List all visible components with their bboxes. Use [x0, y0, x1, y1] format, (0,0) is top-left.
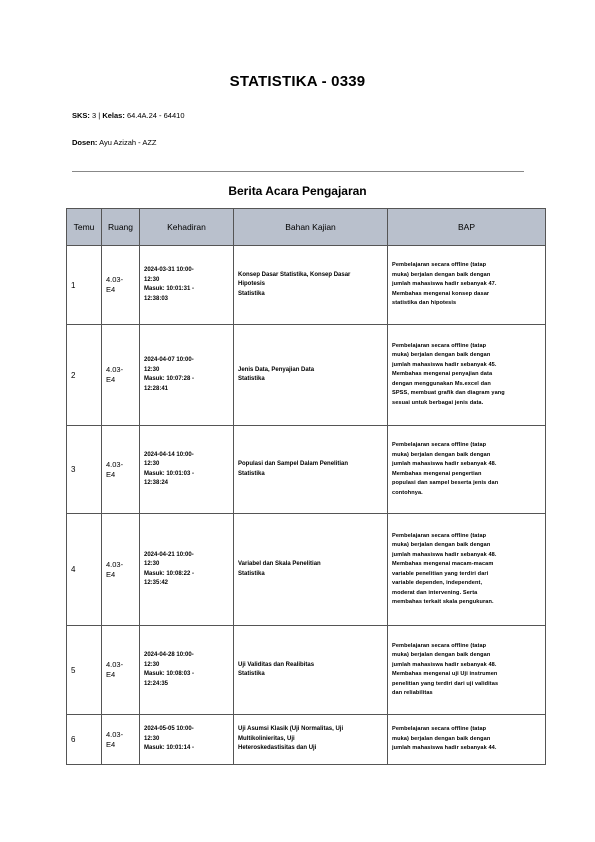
- cell-kehadiran-line: 2024-05-05 10:00-: [144, 726, 194, 733]
- cell-bahan-kajian-line: Multikolinieritas, Uji: [238, 735, 295, 742]
- cell-kehadiran: [140, 426, 234, 514]
- cell-kehadiran-line: Masuk: 10:01:14 -: [144, 745, 195, 752]
- cell-bahan-kajian-line: Uji Asumsi Klasik (Uji Normalitas, Uji: [238, 726, 344, 733]
- table-body: [67, 246, 546, 765]
- cell-bap: [388, 514, 546, 626]
- cell-kehadiran-line: 12:35:42: [144, 580, 169, 586]
- cell-bahan-kajian-line: Statistika: [238, 570, 265, 577]
- col-header-bahan-kajian: Bahan Kajian: [234, 209, 388, 246]
- cell-temu: 3: [67, 426, 102, 514]
- cell-bahan-kajian: [234, 426, 388, 514]
- cell-kehadiran-line: 12:28:41: [144, 385, 169, 392]
- page-title: STATISTIKA - 0339: [229, 73, 366, 90]
- cell-bap: [388, 325, 546, 426]
- cell-ruang-line: E4: [106, 739, 116, 749]
- cell-bahan-kajian-line: Statistika: [238, 376, 265, 382]
- cell-bap-line: Pembelajaran secara offline (tatap: [392, 726, 487, 733]
- cell-ruang-line: E4: [106, 469, 116, 479]
- cell-kehadiran-line: 2024-04-07 10:00-: [144, 357, 194, 363]
- cell-bahan-kajian-line: Heteroskedastisitas dan Uji: [238, 745, 317, 752]
- table-row: [67, 715, 546, 765]
- cell-bahan-kajian-line: Statistika: [238, 290, 265, 297]
- cell-bap-line: jumlah mahasiswa hadir sebanyak 48.: [392, 661, 497, 668]
- cell-kehadiran-line: 2024-03-31 10:00-: [144, 267, 194, 273]
- cell-kehadiran: [140, 626, 234, 715]
- cell-bahan-kajian: [234, 626, 388, 715]
- table-row: [67, 325, 546, 426]
- section-title: Berita Acara Pengajaran: [228, 184, 367, 198]
- table-row: [67, 514, 546, 626]
- cell-kehadiran-line: Masuk: 10:08:03 -: [144, 671, 195, 677]
- cell-kehadiran-line: Masuk: 10:01:31 -: [144, 286, 195, 292]
- cell-bap-line: sesuai untuk berbagai jenis data.: [392, 399, 484, 406]
- cell-kehadiran-line: 12:30: [144, 735, 160, 742]
- cell-kehadiran-line: 12:38:03: [144, 295, 169, 302]
- cell-bap: [388, 715, 546, 765]
- cell-bahan-kajian-line: Hipotesis: [238, 281, 266, 288]
- cell-bahan-kajian-line: Statistika: [238, 671, 265, 677]
- cell-ruang: [102, 426, 140, 514]
- cell-bap-line: variable dependen, independent,: [392, 580, 483, 586]
- dosen-line: [72, 138, 156, 147]
- cell-ruang-line: 4.03-: [106, 459, 124, 469]
- cell-bap-line: Pembelajaran secara offline (tatap: [392, 642, 487, 649]
- cell-bahan-kajian-line: Populasi dan Sampel Dalam Penelitian: [238, 461, 349, 467]
- cell-ruang: [102, 246, 140, 325]
- cell-bap: [388, 426, 546, 514]
- cell-bap-line: populasi dan sampel beserta jenis dan: [392, 480, 499, 486]
- cell-bahan-kajian-line: Variabel dan Skala Penelitian: [238, 561, 321, 567]
- cell-ruang-line: 4.03-: [106, 559, 124, 569]
- cell-bap-line: muka) berjalan dengan baik dengan: [392, 542, 491, 548]
- cell-bap-line: Membahas mengenai pengertian: [392, 470, 482, 477]
- cell-bap-line: jumlah mahasiswa hadir sebanyak 45.: [392, 361, 497, 368]
- cell-kehadiran-line: 12:30: [144, 276, 160, 283]
- cell-kehadiran-line: 12:38:24: [144, 480, 169, 486]
- cell-bahan-kajian: [234, 715, 388, 765]
- cell-kehadiran: [140, 246, 234, 325]
- cell-ruang-line: 4.03-: [106, 275, 124, 284]
- cell-kehadiran-line: 12:30: [144, 461, 160, 467]
- cell-bap-line: muka) berjalan dengan baik dengan: [392, 451, 491, 458]
- cell-ruang: [102, 626, 140, 715]
- cell-ruang: [102, 715, 140, 765]
- cell-bahan-kajian: [234, 246, 388, 325]
- cell-bap-line: Pembelajaran secara offline (tatap: [392, 532, 487, 539]
- cell-bap-line: dengan menggunakan Ms.excel dan: [392, 380, 491, 387]
- cell-kehadiran-line: 12:30: [144, 561, 160, 567]
- cell-ruang-line: 4.03-: [106, 660, 124, 669]
- cell-ruang: [102, 514, 140, 626]
- col-header-bap: BAP: [388, 209, 546, 246]
- cell-bahan-kajian-line: Uji Validitas dan Realibitas: [238, 661, 315, 668]
- kelas-value: 64.4A.24 - 64410: [126, 111, 185, 120]
- cell-bap: [388, 246, 546, 325]
- cell-temu: 4: [67, 514, 102, 626]
- table-row: [67, 426, 546, 514]
- cell-kehadiran-line: 2024-04-28 10:00-: [144, 652, 194, 658]
- cell-kehadiran-line: Masuk: 10:01:03 -: [144, 470, 195, 477]
- cell-bahan-kajian: [234, 514, 388, 626]
- cell-kehadiran-line: 12:30: [144, 661, 160, 668]
- sks-value: 3: [92, 111, 97, 120]
- table-header-row: [67, 209, 546, 246]
- col-header-ruang: Ruang: [102, 209, 140, 246]
- cell-bap-line: jumlah mahasiswa hadir sebanyak 48.: [392, 551, 497, 558]
- cell-bahan-kajian-line: Jenis Data, Penyajian Data: [238, 366, 315, 373]
- cell-bahan-kajian: [234, 325, 388, 426]
- cell-bap-line: contohnya.: [392, 489, 423, 496]
- cell-bap-line: jumlah mahasiswa hadir sebanyak 44.: [392, 745, 497, 752]
- cell-ruang-line: E4: [106, 285, 116, 294]
- table-row: [67, 246, 546, 325]
- cell-ruang: [102, 325, 140, 426]
- divider: [72, 171, 524, 172]
- cell-kehadiran-line: 12:24:35: [144, 680, 169, 687]
- cell-bap-line: Pembelajaran secara offline (tatap: [392, 442, 487, 448]
- cell-kehadiran: [140, 514, 234, 626]
- cell-bap-line: moderat dan intervening. Serta: [392, 589, 478, 596]
- cell-bap-line: muka) berjalan dengan baik dengan: [392, 352, 491, 359]
- sks-label: SKS:: [72, 111, 90, 120]
- cell-bap-line: Membahas mengenai macam-macam: [392, 561, 494, 567]
- cell-kehadiran-line: Masuk: 10:07:28 -: [144, 376, 195, 382]
- cell-kehadiran: [140, 715, 234, 765]
- cell-bap-line: statistika dan hipotesis: [392, 300, 457, 307]
- cell-ruang-line: 4.03-: [106, 729, 124, 739]
- cell-temu: 5: [67, 626, 102, 715]
- cell-ruang-line: E4: [106, 375, 116, 384]
- cell-kehadiran-line: 12:30: [144, 366, 160, 373]
- cell-kehadiran: [140, 325, 234, 426]
- cell-bap-line: muka) berjalan dengan baik dengan: [392, 271, 491, 278]
- sks-kelas-line: [72, 111, 184, 120]
- meta-separator: |: [98, 111, 101, 120]
- kelas-label: Kelas:: [102, 111, 125, 120]
- cell-bap-line: Pembelajaran secara offline (tatap: [392, 262, 487, 269]
- cell-ruang-line: E4: [106, 670, 116, 679]
- cell-temu: 1: [67, 246, 102, 325]
- cell-bap-line: variable penelitian yang terdiri dari: [392, 570, 489, 577]
- dosen-value: Ayu Azizah - AZZ: [99, 138, 157, 147]
- dosen-label: Dosen:: [72, 138, 98, 147]
- cell-temu: 2: [67, 325, 102, 426]
- cell-bap-line: Membahas mengenai penyajian data: [392, 371, 493, 378]
- cell-bap-line: jumlah mahasiswa hadir sebanyak 47.: [392, 281, 497, 288]
- cell-bap-line: Membahas mengenai uji Uji instrumen: [392, 671, 498, 677]
- col-header-kehadiran: Kehadiran: [140, 209, 234, 246]
- cell-bap-line: penelitian yang terdiri dari uji validitas: [392, 680, 499, 687]
- cell-ruang-line: 4.03-: [106, 365, 124, 374]
- cell-bap-line: dan reliabilitas: [392, 690, 433, 696]
- cell-bap-line: membahas terkait skala pengukuran.: [392, 599, 494, 605]
- cell-kehadiran-line: Masuk: 10:08:22 -: [144, 570, 195, 577]
- cell-bap-line: jumlah mahasiswa hadir sebanyak 48.: [392, 461, 497, 467]
- cell-bap-line: muka) berjalan dengan baik dengan: [392, 735, 491, 742]
- cell-bap-line: SPSS, membuat grafik dan diagram yang: [392, 390, 505, 397]
- bap-table: [66, 208, 546, 765]
- cell-temu: 6: [67, 715, 102, 765]
- cell-bahan-kajian-line: Konsep Dasar Statistika, Konsep Dasar: [238, 271, 351, 278]
- cell-bap-line: Pembelajaran secara offline (tatap: [392, 342, 487, 349]
- cell-bap-line: Membahas mengenai konsep dasar: [392, 290, 490, 297]
- cell-kehadiran-line: 2024-04-21 10:00-: [144, 551, 194, 558]
- cell-bap: [388, 626, 546, 715]
- col-header-temu: Temu: [67, 209, 102, 246]
- cell-bap-line: muka) berjalan dengan baik dengan: [392, 652, 491, 658]
- cell-kehadiran-line: 2024-04-14 10:00-: [144, 451, 194, 458]
- cell-ruang-line: E4: [106, 569, 116, 579]
- cell-bahan-kajian-line: Statistika: [238, 470, 265, 477]
- table-row: [67, 626, 546, 715]
